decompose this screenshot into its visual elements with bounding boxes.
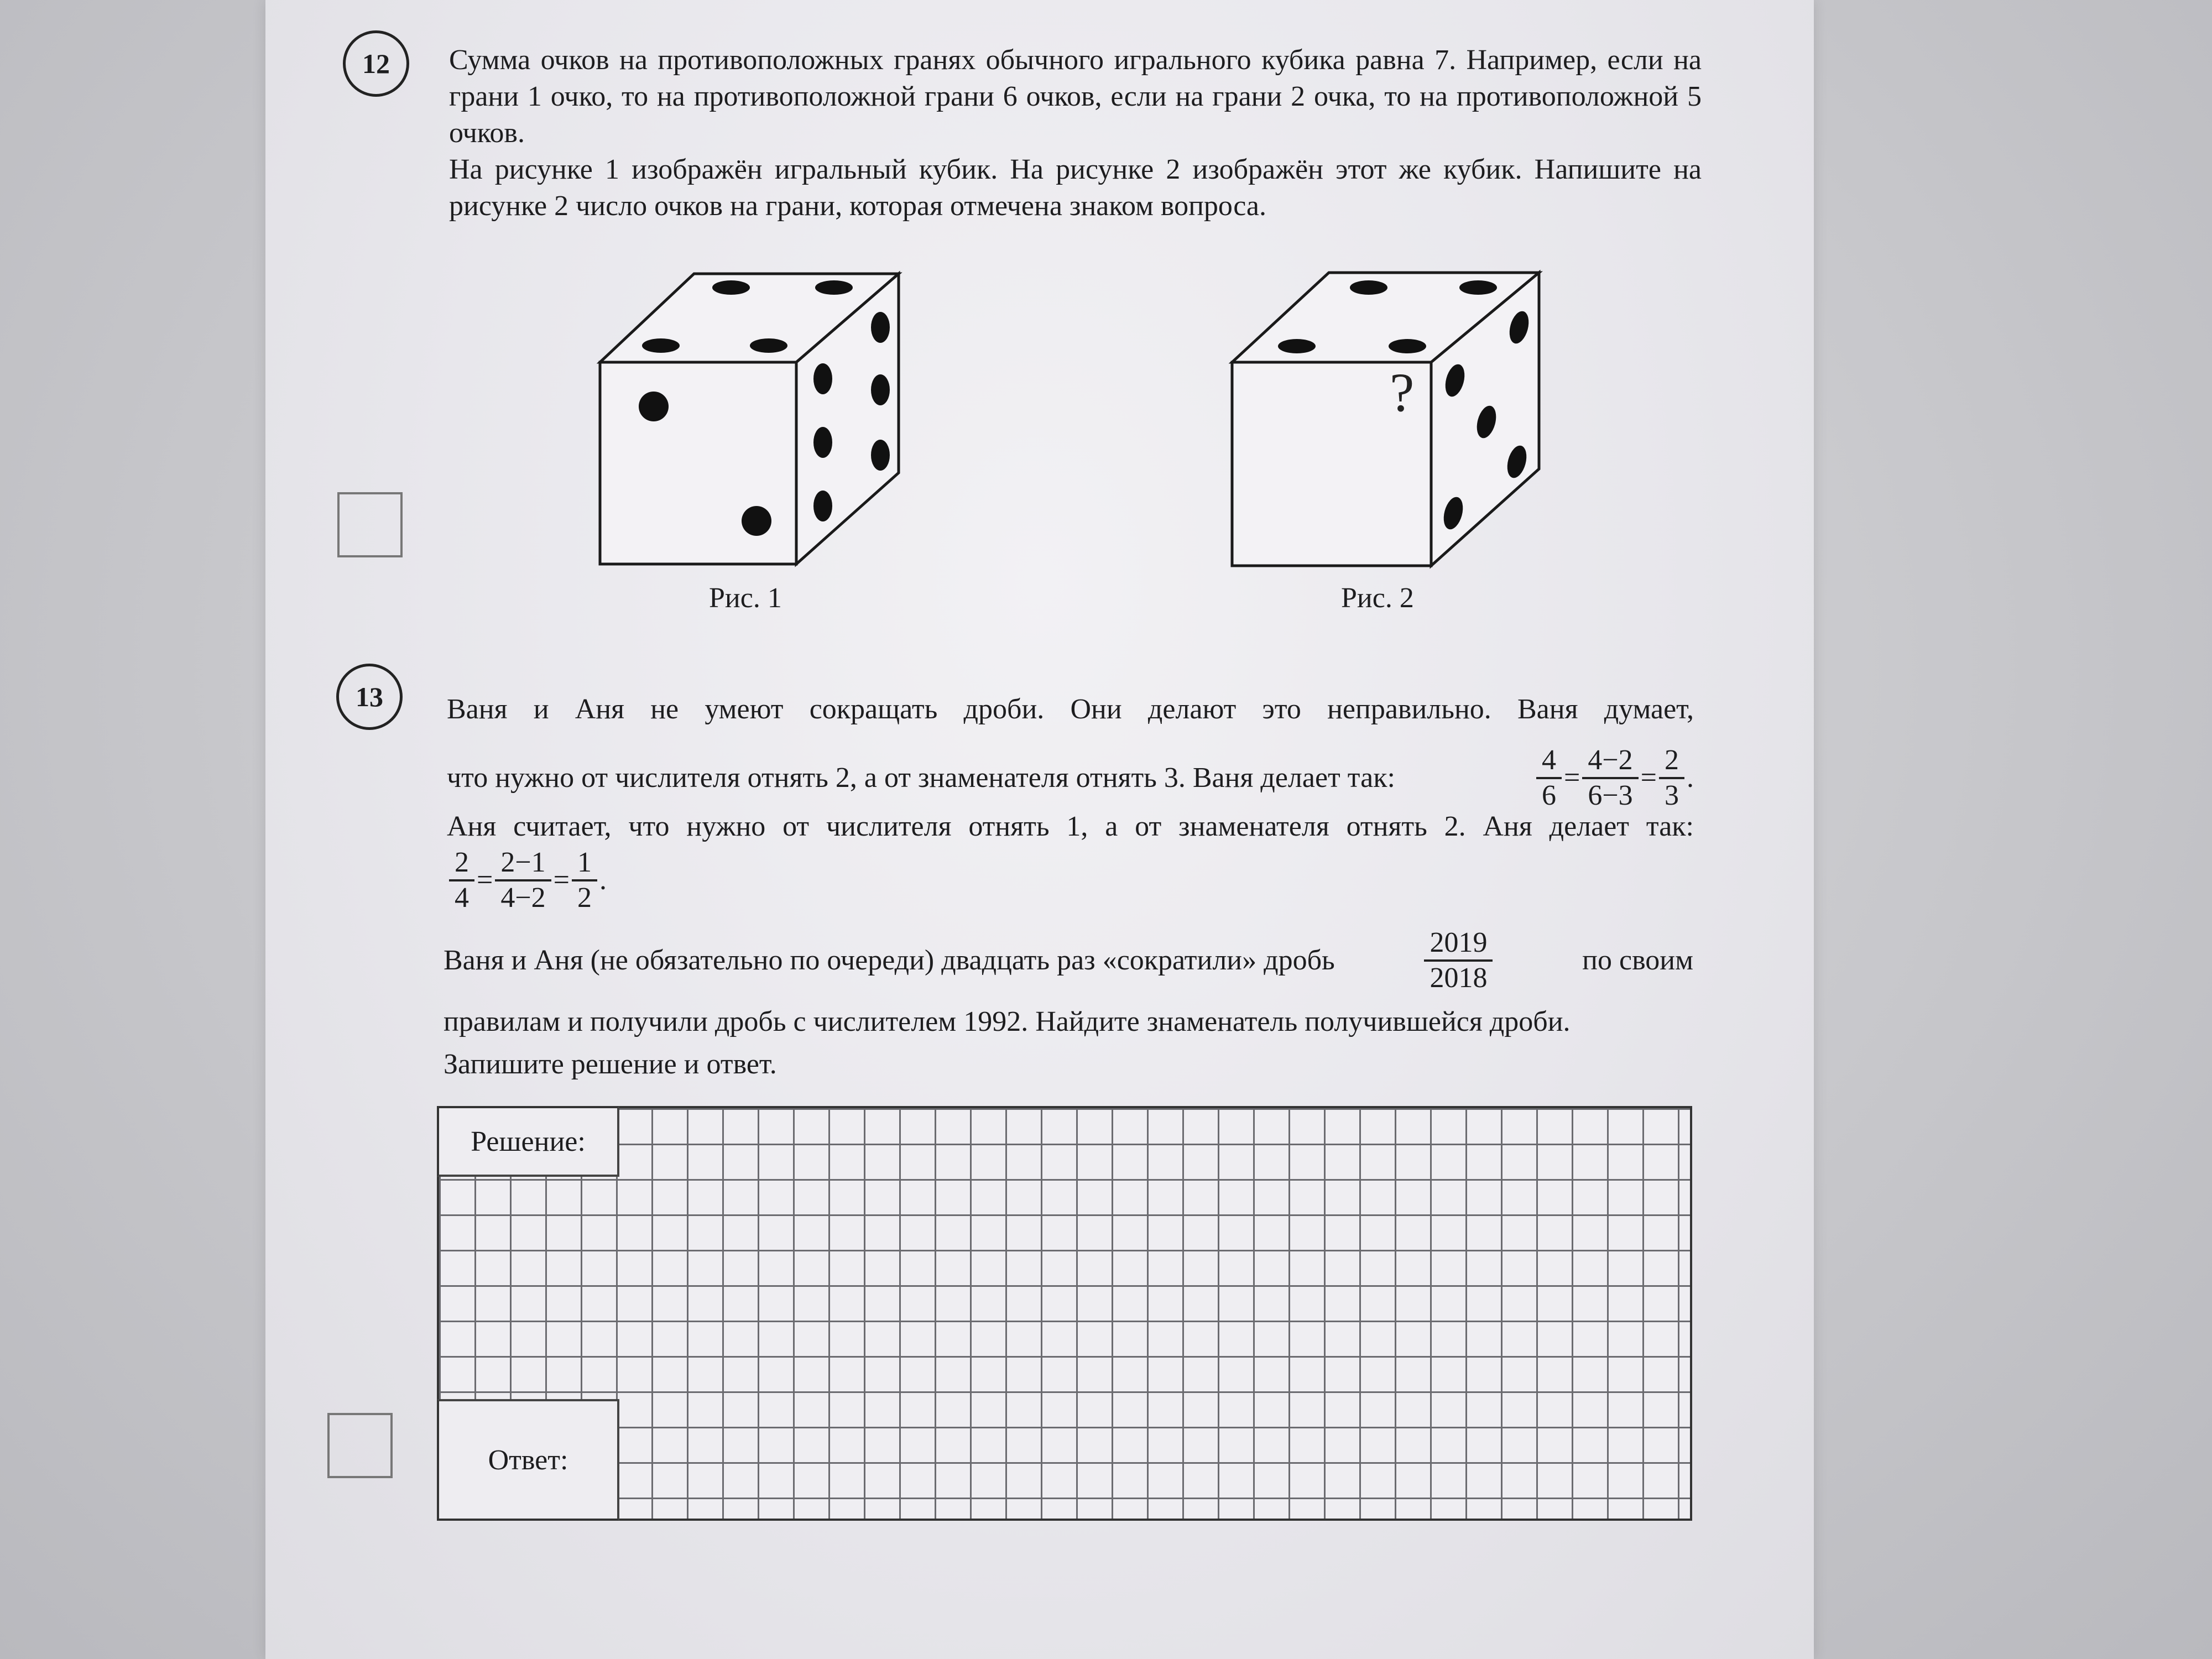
die1-top-pip	[750, 338, 787, 353]
fraction-2019-2018: $\frac{2019}{2018}$	[1424, 926, 1493, 995]
q13-line-4-end: по своим	[1582, 945, 1693, 976]
q13-line-2-text: что нужно от числителя отнять 2, а от знаменателя отнять 3. Ваня делает так:	[447, 762, 1395, 794]
die2-top-pip	[1389, 339, 1426, 353]
q13-score-box[interactable]	[327, 1413, 393, 1478]
die1-top-pip	[815, 280, 853, 295]
die1-side-pip	[813, 363, 832, 394]
solution-label: Решение:	[437, 1106, 619, 1177]
die1-side-pip	[871, 440, 890, 471]
q13-line-4	[444, 926, 1693, 995]
q12-paragraph-2: На рисунке 1 изображён игральный кубик. На рисунке 2 изображён этот же кубик. Напишите на рисунке 2 число очков на грани, которая отмечена знаком вопроса.	[449, 154, 1702, 222]
solution-grid[interactable]	[437, 1106, 1692, 1521]
die1-front-pip	[742, 506, 771, 536]
die1-side-pip	[813, 427, 832, 458]
q12-paragraph-1: Сумма очков на противоположных гранях обычного игрального кубика равна 7. Например, если на грани 1 очко, то на противоположной грани 6 очков, если на грани 2 очка, то на противоположной 5 очков.	[449, 44, 1702, 149]
answer-label: Ответ:	[437, 1399, 619, 1521]
die2-top-pip	[1278, 339, 1316, 353]
fraction: $\frac{2}{4}$	[449, 846, 474, 915]
figure-1-caption: Рис. 1	[709, 582, 782, 614]
figure-2-caption: Рис. 2	[1341, 582, 1414, 614]
anya-example: $\frac{2}{4}$ = $\frac{2-1}{4-2}$ = $\frac{1}{2}$ .	[447, 846, 607, 915]
die1-front-face	[600, 362, 796, 564]
die1-top-pip	[642, 338, 680, 353]
question-13-number: 13	[336, 664, 403, 730]
question-12-text	[449, 42, 1702, 225]
vanya-example: $\frac{4}{6}$ = $\frac{4-2}{6-3}$ = $\frac{2}{3}$ .	[1534, 744, 1694, 812]
q13-line-3: Аня считает, что нужно от числителя отнять 1, а от знаменателя отнять 2. Аня делает так:	[447, 811, 1694, 842]
die1-top-pip	[712, 280, 750, 295]
question-12-number: 12	[343, 30, 409, 97]
q13-line-4-start: Ваня и Аня (не обязательно по очереди) двадцать раз «сократили» дробь	[444, 945, 1335, 976]
die1-side-pip	[871, 374, 890, 405]
die2-top-pip	[1350, 280, 1387, 295]
die2-top-pip	[1459, 280, 1497, 295]
question-mark: ?	[1390, 362, 1415, 423]
die1-side-pip	[871, 312, 890, 343]
die-figure-1	[592, 265, 912, 575]
fraction: $\frac{4-2}{6-3}$	[1582, 744, 1638, 812]
die1-front-pip	[639, 392, 669, 421]
fraction: $\frac{2}{3}$	[1659, 744, 1684, 812]
die1-side-pip	[813, 491, 832, 521]
die-figure-2	[1224, 264, 1545, 574]
q13-line-5: правилам и получили дробь с числителем 1992. Найдите знаменатель получившейся дроби.	[444, 1006, 1571, 1037]
q13-line-1: Ваня и Аня не умеют сокращать дроби. Они делают это неправильно. Ваня думает,	[447, 693, 1694, 725]
fraction: $\frac{2-1}{4-2}$	[495, 846, 551, 915]
q12-score-box[interactable]	[337, 492, 403, 557]
fraction: $\frac{4}{6}$	[1536, 744, 1562, 812]
fraction: $\frac{1}{2}$	[572, 846, 597, 915]
q13-line-6: Запишите решение и ответ.	[444, 1048, 777, 1080]
q13-line-2	[447, 744, 1694, 812]
